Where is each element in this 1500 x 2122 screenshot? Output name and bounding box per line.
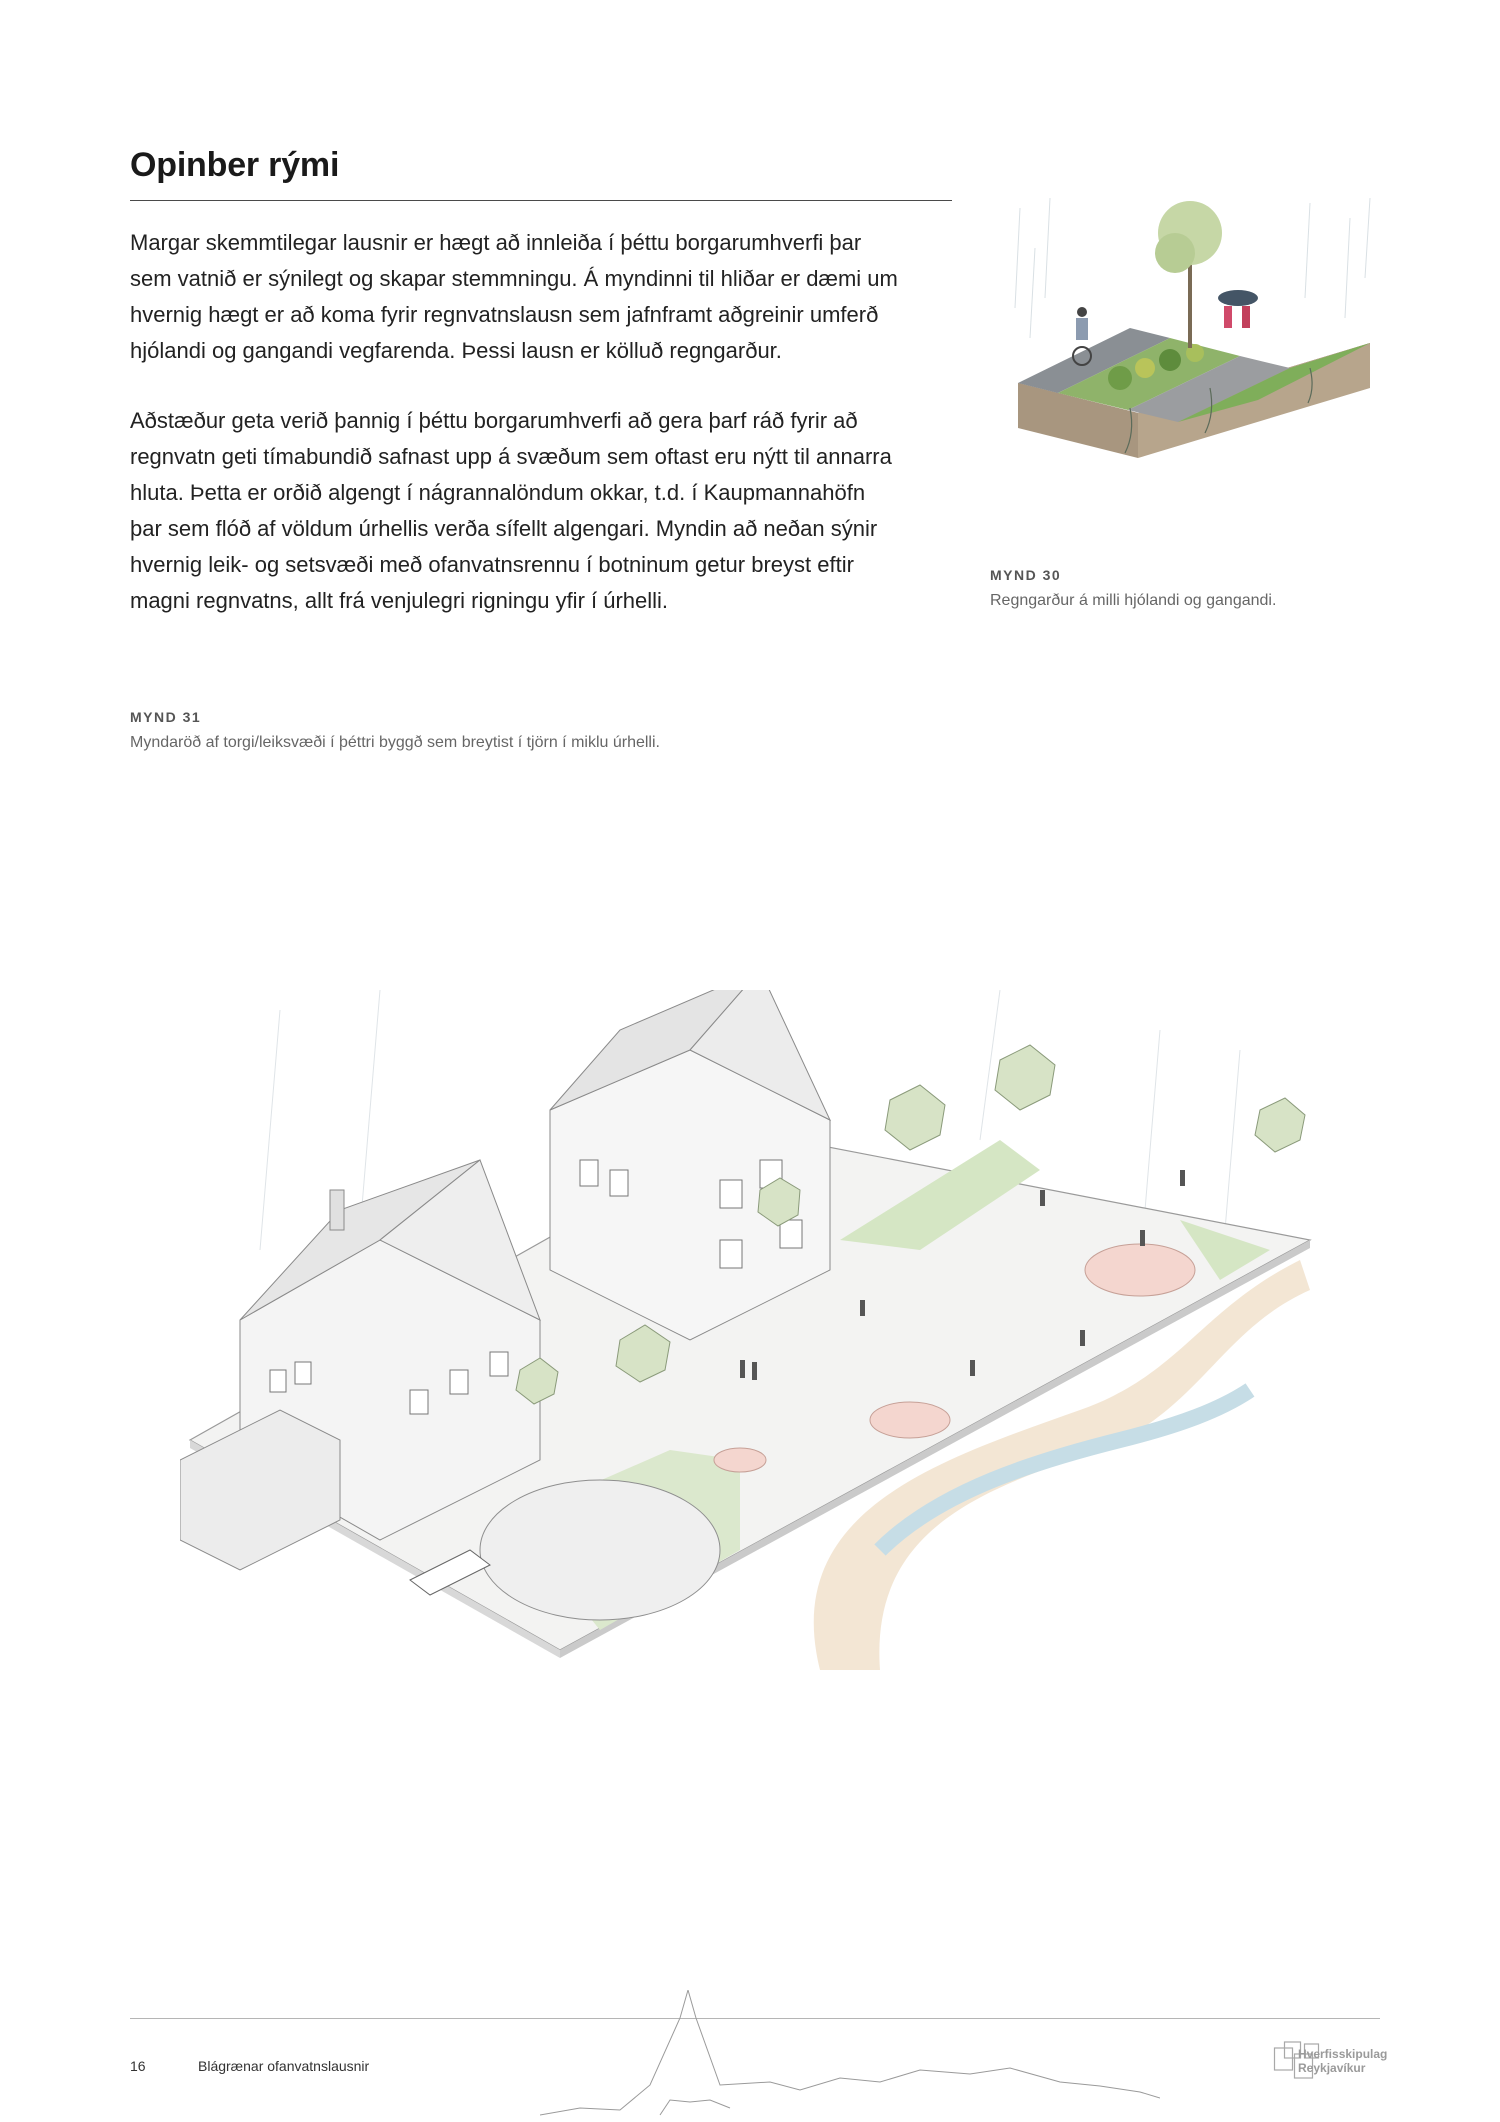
text-line: hvernig hægt er að koma fyrir regnvatnslausn sem jafnframt aðgreinir umferð (130, 302, 879, 327)
text-line: hjólandi og gangandi vegfarenda. Þessi lausn er kölluð regngarður. (130, 338, 782, 363)
intro-paragraph (130, 225, 960, 369)
figure31-caption: Myndaröð af torgi/leiksvæði í þéttri byggð sem breytist í tjörn í miklu úrhelli. (130, 734, 660, 751)
logo-line1: Hverfisskipulag (1298, 2047, 1388, 2061)
text-line: hvernig leik- og setsvæði með ofanvatnsrennu í botninum getur breyst eftir (130, 552, 854, 577)
text-line: Aðstæður geta verið þannig í þéttu borgarumhverfi að gera þarf ráð fyrir að (130, 408, 858, 433)
document-title: Blágrænar ofanvatnslausnir (198, 2058, 370, 2074)
page-title: Opinber rými (130, 146, 340, 184)
logo-line2: Reykjavíkur (1298, 2061, 1366, 2075)
text-line: sem vatnið er sýnilegt og skapar stemmningu. Á myndinni til hliðar er dæmi um (130, 266, 898, 291)
text-line: magni regnvatns, allt frá venjulegri rigningu yfir í úrhelli. (130, 588, 669, 613)
text-line: þar sem flóð af völdum úrhellis verða sífellt algengari. Myndin að neðan sýnir (130, 516, 878, 541)
skyline-drawing (540, 1990, 1160, 2120)
text-line: Margar skemmtilegar lausnir er hægt að innleiða í þéttu borgarumhverfi þar (130, 230, 862, 255)
page-number: 16 (130, 2058, 146, 2074)
text-line: hluta. Þetta er orðið algengt í nágrannalöndum okkar, t.d. í Kaupmannahöfn (130, 480, 866, 505)
figure31-label: MYND 31 (130, 709, 202, 725)
rain-garden-illustration (1010, 188, 1380, 498)
figure30-caption: Regngarður á milli hjólandi og gangandi. (990, 592, 1277, 609)
figure30-label: MYND 30 (990, 567, 1062, 583)
text-line: regnvatn geti tímabundið safnast upp á svæðum sem oftast eru nýtt til annarra (130, 444, 892, 469)
second-paragraph (130, 403, 960, 619)
plaza-isometric-illustration (180, 990, 1330, 1670)
title-divider (130, 200, 952, 201)
